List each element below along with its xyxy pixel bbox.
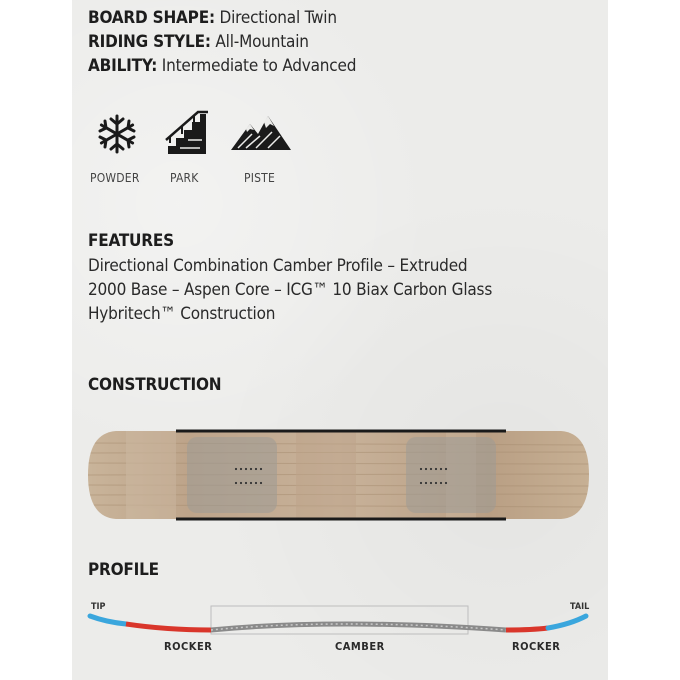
terrain-label-piste: PISTE [244,171,275,185]
spec-label: RIDING STYLE: [88,32,211,52]
profile-tip-label: TIP [91,602,106,612]
feature-line: Directional Combination Camber Profile – Extruded [88,256,468,276]
spec-value: All-Mountain [210,32,309,52]
spec-label: BOARD SHAPE: [88,8,215,28]
snowboard-image [86,425,591,525]
spec-value: Directional Twin [214,8,337,28]
spec-riding-style [88,32,309,52]
profile-tail-label: TAIL [570,602,590,612]
feature-line: 2000 Base – Aspen Core – ICG™ 10 Biax Carbon Glass [88,280,493,300]
stairs-rail-icon [164,110,210,156]
spec-label: ABILITY: [88,56,158,76]
snowflake-icon [96,113,138,155]
terrain-label-park: PARK [170,171,199,185]
profile-rocker-right: ROCKER [512,640,561,653]
profile-camber: CAMBER [335,640,385,653]
profile-heading: PROFILE [88,560,159,580]
spec-ability [88,56,356,76]
feature-line: Hybritech™ Construction [88,304,276,324]
profile-diagram [86,600,591,640]
features-heading: FEATURES [88,231,174,251]
construction-heading: CONSTRUCTION [88,375,222,395]
spec-board-shape [88,8,337,28]
terrain-label-powder: POWDER [90,171,140,185]
mountain-icon [230,114,292,152]
profile-rocker-left: ROCKER [164,640,213,653]
spec-value: Intermediate to Advanced [157,56,357,76]
